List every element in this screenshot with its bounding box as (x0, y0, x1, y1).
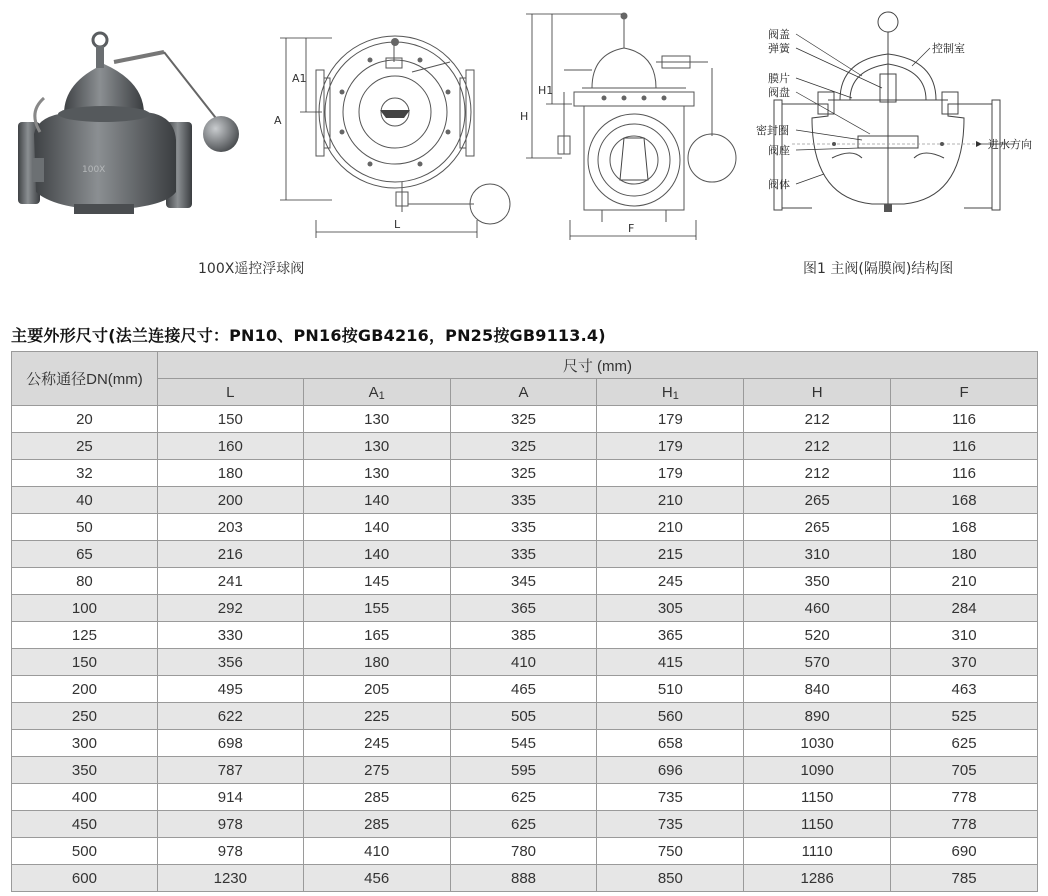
dimension-cell: 212 (744, 433, 891, 460)
dimension-cell: 330 (157, 622, 303, 649)
dimension-cell: 325 (450, 460, 597, 487)
column-header (303, 379, 450, 406)
dim-label-a1: A1 (292, 72, 307, 85)
dimension-cell: 325 (450, 406, 597, 433)
dimension-cell: 978 (157, 811, 303, 838)
table-row (12, 703, 1038, 730)
dimension-cell: 698 (157, 730, 303, 757)
dimension-cell: 785 (891, 865, 1038, 892)
dimension-cell: 212 (744, 460, 891, 487)
column-header-label: H (811, 383, 823, 401)
table-row (12, 541, 1038, 568)
dimension-cell: 365 (450, 595, 597, 622)
label-valve-cover: 阀盖 (768, 28, 790, 41)
dimension-cell: 415 (597, 649, 744, 676)
column-header (744, 379, 891, 406)
dimension-cell: 520 (744, 622, 891, 649)
header-dimensions: 尺寸 (mm) (157, 352, 1037, 379)
dimension-cell: 168 (891, 487, 1038, 514)
dimension-cell: 410 (450, 649, 597, 676)
label-control-chamber: 控制室 (932, 42, 965, 55)
table-row (12, 811, 1038, 838)
label-inlet-direction: 进水方向 (988, 138, 1032, 151)
dimension-cell: 180 (303, 649, 450, 676)
dn-cell: 200 (12, 676, 158, 703)
dimension-cell: 625 (450, 784, 597, 811)
table-row (12, 838, 1038, 865)
dim-label-h1: H1 (538, 84, 554, 97)
dimension-cell: 625 (450, 811, 597, 838)
dn-cell: 32 (12, 460, 158, 487)
label-spring: 弹簧 (768, 42, 790, 55)
dimension-cell: 840 (744, 676, 891, 703)
table-row (12, 406, 1038, 433)
dimension-cell: 160 (157, 433, 303, 460)
dimension-cell: 1150 (744, 784, 891, 811)
column-header-label: F (959, 383, 969, 401)
label-valve-disc: 阀盘 (768, 86, 790, 99)
dimension-cell: 465 (450, 676, 597, 703)
dimension-cell: 203 (157, 514, 303, 541)
product-caption: 100X遥控浮球阀 (198, 261, 305, 277)
dimension-cell: 525 (891, 703, 1038, 730)
dimension-cell: 850 (597, 865, 744, 892)
dn-cell: 50 (12, 514, 158, 541)
dn-cell: 300 (12, 730, 158, 757)
dimension-cell: 275 (303, 757, 450, 784)
dimension-cell: 690 (891, 838, 1038, 865)
dimension-cell: 595 (450, 757, 597, 784)
table-row (12, 784, 1038, 811)
dimension-cell: 335 (450, 487, 597, 514)
dimension-cell: 241 (157, 568, 303, 595)
dimension-cell: 305 (597, 595, 744, 622)
dimension-cell: 150 (157, 406, 303, 433)
column-header-subscript: 1 (672, 389, 679, 402)
dn-cell: 450 (12, 811, 158, 838)
table-row (12, 487, 1038, 514)
dimension-cell: 658 (597, 730, 744, 757)
table-row (12, 433, 1038, 460)
dimension-cell: 292 (157, 595, 303, 622)
dimension-cell: 335 (450, 541, 597, 568)
dimension-cell: 140 (303, 514, 450, 541)
dimension-cell: 180 (157, 460, 303, 487)
product-photo (14, 22, 250, 222)
dimension-cell: 460 (744, 595, 891, 622)
dimension-cell: 130 (303, 433, 450, 460)
dimension-cell: 168 (891, 514, 1038, 541)
dimension-cell: 365 (597, 622, 744, 649)
dimension-cell: 205 (303, 676, 450, 703)
dimension-cell: 750 (597, 838, 744, 865)
side-view-drawing (512, 8, 752, 243)
dimension-cell: 705 (891, 757, 1038, 784)
dimension-cell: 310 (891, 622, 1038, 649)
dn-cell: 65 (12, 541, 158, 568)
dn-cell: 20 (12, 406, 158, 433)
dimension-cell: 345 (450, 568, 597, 595)
dimension-cell: 210 (597, 514, 744, 541)
dim-label-f: F (628, 222, 635, 235)
dimension-cell: 560 (597, 703, 744, 730)
dimension-cell: 410 (303, 838, 450, 865)
dimension-cell: 140 (303, 487, 450, 514)
table-row (12, 649, 1038, 676)
dimension-cell: 215 (597, 541, 744, 568)
dn-cell: 600 (12, 865, 158, 892)
dimension-cell: 179 (597, 460, 744, 487)
table-row (12, 622, 1038, 649)
dimension-cell: 116 (891, 433, 1038, 460)
dimension-cell: 325 (450, 433, 597, 460)
dimension-cell: 888 (450, 865, 597, 892)
dimension-cell: 130 (303, 460, 450, 487)
dimension-cell: 505 (450, 703, 597, 730)
dimension-cell: 335 (450, 514, 597, 541)
column-header-label: A (518, 383, 529, 401)
dimension-cell: 210 (891, 568, 1038, 595)
dimension-cell: 625 (891, 730, 1038, 757)
table-row (12, 865, 1038, 892)
column-header-subscript: 1 (378, 389, 385, 402)
dimension-cell: 140 (303, 541, 450, 568)
dimension-cell: 116 (891, 460, 1038, 487)
dn-cell: 400 (12, 784, 158, 811)
dimension-cell: 245 (303, 730, 450, 757)
column-header-label: A (368, 383, 379, 401)
dimension-cell: 225 (303, 703, 450, 730)
dimension-cell: 622 (157, 703, 303, 730)
dimension-cell: 179 (597, 406, 744, 433)
dim-label-h: H (520, 110, 529, 123)
dn-cell: 250 (12, 703, 158, 730)
dimension-cell: 890 (744, 703, 891, 730)
dimension-cell: 285 (303, 784, 450, 811)
dimension-cell: 495 (157, 676, 303, 703)
dimension-cell: 735 (597, 811, 744, 838)
dimension-cell: 179 (597, 433, 744, 460)
dimension-cell: 116 (891, 406, 1038, 433)
label-valve-seat: 阀座 (768, 144, 790, 157)
dimension-cell: 212 (744, 406, 891, 433)
dim-label-l: L (394, 218, 401, 231)
column-header (891, 379, 1038, 406)
column-header-label: L (226, 383, 235, 401)
dimension-cell: 356 (157, 649, 303, 676)
dimension-cell: 385 (450, 622, 597, 649)
dn-cell: 125 (12, 622, 158, 649)
dimension-cell: 370 (891, 649, 1038, 676)
dimension-cell: 200 (157, 487, 303, 514)
dimension-cell: 1150 (744, 811, 891, 838)
dimension-cell: 210 (597, 487, 744, 514)
dimension-cell: 1030 (744, 730, 891, 757)
dimension-cell: 914 (157, 784, 303, 811)
dimension-cell: 1110 (744, 838, 891, 865)
column-header-label: H (661, 383, 673, 401)
svg-text:100X: 100X (82, 165, 106, 175)
dn-cell: 150 (12, 649, 158, 676)
table-row (12, 595, 1038, 622)
column-header (157, 379, 303, 406)
dimension-cell: 696 (597, 757, 744, 784)
dimension-cell: 285 (303, 811, 450, 838)
table-row (12, 568, 1038, 595)
table-row (12, 757, 1038, 784)
dimension-cell: 780 (450, 838, 597, 865)
dimension-cell: 155 (303, 595, 450, 622)
label-valve-body: 阀体 (768, 178, 790, 191)
dimension-cell: 735 (597, 784, 744, 811)
front-view-drawing (262, 32, 522, 247)
dimension-cell: 510 (597, 676, 744, 703)
dimension-cell: 778 (891, 784, 1038, 811)
dimension-cell: 978 (157, 838, 303, 865)
structure-caption: 图1 主阀(隔膜阀)结构图 (803, 261, 954, 277)
dimension-cell: 216 (157, 541, 303, 568)
dimension-cell: 145 (303, 568, 450, 595)
column-header (597, 379, 744, 406)
structure-drawing (752, 8, 1044, 218)
dimension-cell: 265 (744, 487, 891, 514)
dimension-cell: 350 (744, 568, 891, 595)
dn-cell: 500 (12, 838, 158, 865)
label-diaphragm: 膜片 (768, 72, 790, 85)
dimension-cell: 1090 (744, 757, 891, 784)
section-title: 主要外形尺寸(法兰连接尺寸：PN10、PN16按GB4216，PN25按GB9113.4) (11, 326, 606, 345)
table-row (12, 514, 1038, 541)
dim-label-a: A (274, 114, 282, 127)
table-row (12, 676, 1038, 703)
dimension-cell: 165 (303, 622, 450, 649)
label-seal-ring: 密封圈 (756, 124, 789, 137)
dimension-cell: 463 (891, 676, 1038, 703)
dn-cell: 100 (12, 595, 158, 622)
dimension-cell: 1230 (157, 865, 303, 892)
dimension-cell: 545 (450, 730, 597, 757)
dn-cell: 25 (12, 433, 158, 460)
dn-cell: 80 (12, 568, 158, 595)
dimension-cell: 284 (891, 595, 1038, 622)
dimension-cell: 1286 (744, 865, 891, 892)
dimension-cell: 265 (744, 514, 891, 541)
header-dn: 公称通径DN(mm) (12, 352, 158, 406)
dn-cell: 350 (12, 757, 158, 784)
dimension-cell: 130 (303, 406, 450, 433)
column-header (450, 379, 597, 406)
table-row (12, 460, 1038, 487)
dimension-cell: 787 (157, 757, 303, 784)
dimension-cell: 570 (744, 649, 891, 676)
dimension-cell: 245 (597, 568, 744, 595)
dimension-cell: 456 (303, 865, 450, 892)
dimension-cell: 180 (891, 541, 1038, 568)
dimension-cell: 310 (744, 541, 891, 568)
table-row (12, 730, 1038, 757)
dn-cell: 40 (12, 487, 158, 514)
dimensions-table (11, 351, 1038, 892)
dimension-cell: 778 (891, 811, 1038, 838)
